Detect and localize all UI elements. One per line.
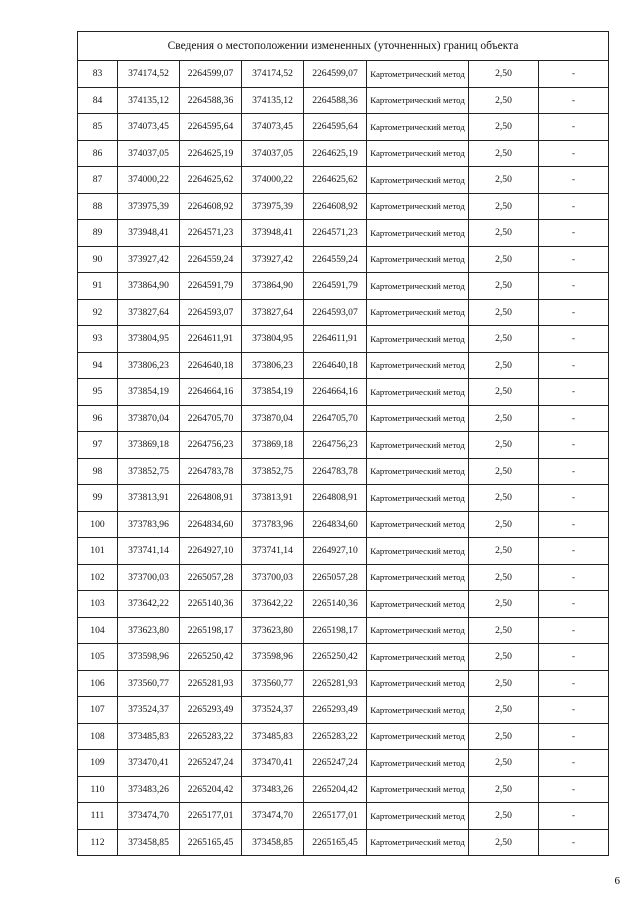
- table-row: [78, 167, 609, 194]
- y-clarified-cell: 2264808,91: [304, 485, 367, 512]
- point-number-cell: 84: [78, 87, 118, 114]
- note-cell: -: [539, 564, 609, 591]
- accuracy-cell: 2,50: [469, 405, 539, 432]
- point-number-cell: 96: [78, 405, 118, 432]
- accuracy-cell: 2,50: [469, 697, 539, 724]
- y-clarified-cell: 2264571,23: [304, 220, 367, 247]
- x-existing-cell: 373470,41: [118, 750, 180, 777]
- x-existing-cell: 373869,18: [118, 432, 180, 459]
- y-existing-cell: 2264756,23: [180, 432, 242, 459]
- table-row: [78, 591, 609, 618]
- table-row: [78, 829, 609, 856]
- y-existing-cell: 2264834,60: [180, 511, 242, 538]
- point-number-cell: 101: [78, 538, 118, 565]
- accuracy-cell: 2,50: [469, 829, 539, 856]
- table-row: [78, 776, 609, 803]
- x-existing-cell: 373806,23: [118, 352, 180, 379]
- note-cell: -: [539, 617, 609, 644]
- x-existing-cell: 373975,39: [118, 193, 180, 220]
- note-cell: -: [539, 193, 609, 220]
- x-clarified-cell: 373560,77: [242, 670, 304, 697]
- y-existing-cell: 2264599,07: [180, 61, 242, 88]
- point-number-cell: 87: [78, 167, 118, 194]
- x-existing-cell: 374037,05: [118, 140, 180, 167]
- accuracy-cell: 2,50: [469, 193, 539, 220]
- accuracy-cell: 2,50: [469, 114, 539, 141]
- accuracy-cell: 2,50: [469, 87, 539, 114]
- x-clarified-cell: 373524,37: [242, 697, 304, 724]
- x-clarified-cell: 373598,96: [242, 644, 304, 671]
- y-clarified-cell: 2264591,79: [304, 273, 367, 300]
- y-existing-cell: 2265198,17: [180, 617, 242, 644]
- method-cell: Картометрический метод: [367, 114, 469, 141]
- x-clarified-cell: 373864,90: [242, 273, 304, 300]
- point-number-cell: 100: [78, 511, 118, 538]
- y-clarified-cell: 2264927,10: [304, 538, 367, 565]
- table-row: [78, 670, 609, 697]
- point-number-cell: 107: [78, 697, 118, 724]
- point-number-cell: 86: [78, 140, 118, 167]
- y-existing-cell: 2264664,16: [180, 379, 242, 406]
- y-clarified-cell: 2264625,62: [304, 167, 367, 194]
- table-row: [78, 379, 609, 406]
- x-existing-cell: 373783,96: [118, 511, 180, 538]
- method-cell: Картометрический метод: [367, 299, 469, 326]
- x-existing-cell: 373854,19: [118, 379, 180, 406]
- note-cell: -: [539, 352, 609, 379]
- x-existing-cell: 373485,83: [118, 723, 180, 750]
- y-clarified-cell: 2264593,07: [304, 299, 367, 326]
- x-existing-cell: 373813,91: [118, 485, 180, 512]
- y-existing-cell: 2264591,79: [180, 273, 242, 300]
- point-number-cell: 89: [78, 220, 118, 247]
- accuracy-cell: 2,50: [469, 458, 539, 485]
- method-cell: Картометрический метод: [367, 140, 469, 167]
- method-cell: Картометрический метод: [367, 87, 469, 114]
- y-existing-cell: 2265293,49: [180, 697, 242, 724]
- x-existing-cell: 373623,80: [118, 617, 180, 644]
- table-row: [78, 723, 609, 750]
- x-existing-cell: 374135,12: [118, 87, 180, 114]
- method-cell: Картометрический метод: [367, 61, 469, 88]
- y-clarified-cell: 2264599,07: [304, 61, 367, 88]
- x-existing-cell: 373741,14: [118, 538, 180, 565]
- point-number-cell: 111: [78, 803, 118, 830]
- x-existing-cell: 373827,64: [118, 299, 180, 326]
- x-existing-cell: 373700,03: [118, 564, 180, 591]
- table-row: [78, 273, 609, 300]
- y-existing-cell: 2265057,28: [180, 564, 242, 591]
- x-clarified-cell: 374037,05: [242, 140, 304, 167]
- coordinates-table: [77, 31, 609, 856]
- y-existing-cell: 2264608,92: [180, 193, 242, 220]
- x-clarified-cell: 373485,83: [242, 723, 304, 750]
- point-number-cell: 99: [78, 485, 118, 512]
- x-clarified-cell: 373474,70: [242, 803, 304, 830]
- table-row: [78, 114, 609, 141]
- method-cell: Картометрический метод: [367, 485, 469, 512]
- page-number: 6: [614, 875, 620, 887]
- y-existing-cell: 2264808,91: [180, 485, 242, 512]
- x-existing-cell: 373864,90: [118, 273, 180, 300]
- table-row: [78, 352, 609, 379]
- y-existing-cell: 2264571,23: [180, 220, 242, 247]
- note-cell: -: [539, 723, 609, 750]
- accuracy-cell: 2,50: [469, 379, 539, 406]
- x-clarified-cell: 373806,23: [242, 352, 304, 379]
- method-cell: Картометрический метод: [367, 776, 469, 803]
- y-existing-cell: 2265250,42: [180, 644, 242, 671]
- y-clarified-cell: 2264559,24: [304, 246, 367, 273]
- x-clarified-cell: 374135,12: [242, 87, 304, 114]
- x-clarified-cell: 374000,22: [242, 167, 304, 194]
- note-cell: -: [539, 803, 609, 830]
- point-number-cell: 95: [78, 379, 118, 406]
- y-clarified-cell: 2264783,78: [304, 458, 367, 485]
- x-existing-cell: 373927,42: [118, 246, 180, 273]
- x-existing-cell: 373852,75: [118, 458, 180, 485]
- accuracy-cell: 2,50: [469, 61, 539, 88]
- table-row: [78, 644, 609, 671]
- note-cell: -: [539, 776, 609, 803]
- y-clarified-cell: 2265293,49: [304, 697, 367, 724]
- point-number-cell: 97: [78, 432, 118, 459]
- accuracy-cell: 2,50: [469, 352, 539, 379]
- table-row: [78, 432, 609, 459]
- x-existing-cell: 373598,96: [118, 644, 180, 671]
- note-cell: -: [539, 485, 609, 512]
- method-cell: Картометрический метод: [367, 697, 469, 724]
- accuracy-cell: 2,50: [469, 299, 539, 326]
- table-row: [78, 538, 609, 565]
- accuracy-cell: 2,50: [469, 538, 539, 565]
- point-number-cell: 88: [78, 193, 118, 220]
- table-row: [78, 61, 609, 88]
- point-number-cell: 83: [78, 61, 118, 88]
- method-cell: Картометрический метод: [367, 617, 469, 644]
- point-number-cell: 103: [78, 591, 118, 618]
- method-cell: Картометрический метод: [367, 326, 469, 353]
- table-title: Сведения о местоположении измененных (уточненных) границ объекта: [78, 32, 609, 61]
- accuracy-cell: 2,50: [469, 750, 539, 777]
- y-clarified-cell: 2265140,36: [304, 591, 367, 618]
- point-number-cell: 106: [78, 670, 118, 697]
- x-existing-cell: 373948,41: [118, 220, 180, 247]
- note-cell: -: [539, 644, 609, 671]
- y-clarified-cell: 2264640,18: [304, 352, 367, 379]
- accuracy-cell: 2,50: [469, 326, 539, 353]
- y-clarified-cell: 2264705,70: [304, 405, 367, 432]
- x-clarified-cell: 373783,96: [242, 511, 304, 538]
- method-cell: Картометрический метод: [367, 670, 469, 697]
- accuracy-cell: 2,50: [469, 723, 539, 750]
- table-row: [78, 750, 609, 777]
- note-cell: -: [539, 829, 609, 856]
- y-existing-cell: 2264625,62: [180, 167, 242, 194]
- y-clarified-cell: 2264608,92: [304, 193, 367, 220]
- method-cell: Картометрический метод: [367, 829, 469, 856]
- method-cell: Картометрический метод: [367, 458, 469, 485]
- y-clarified-cell: 2265177,01: [304, 803, 367, 830]
- y-existing-cell: 2264705,70: [180, 405, 242, 432]
- method-cell: Картометрический метод: [367, 220, 469, 247]
- note-cell: -: [539, 379, 609, 406]
- table-row: [78, 220, 609, 247]
- point-number-cell: 109: [78, 750, 118, 777]
- method-cell: Картометрический метод: [367, 564, 469, 591]
- note-cell: -: [539, 326, 609, 353]
- accuracy-cell: 2,50: [469, 485, 539, 512]
- x-existing-cell: 373560,77: [118, 670, 180, 697]
- point-number-cell: 110: [78, 776, 118, 803]
- x-clarified-cell: 373470,41: [242, 750, 304, 777]
- y-existing-cell: 2264595,64: [180, 114, 242, 141]
- y-clarified-cell: 2265250,42: [304, 644, 367, 671]
- x-clarified-cell: 373741,14: [242, 538, 304, 565]
- note-cell: -: [539, 140, 609, 167]
- method-cell: Картометрический метод: [367, 379, 469, 406]
- y-existing-cell: 2264640,18: [180, 352, 242, 379]
- point-number-cell: 112: [78, 829, 118, 856]
- note-cell: -: [539, 697, 609, 724]
- accuracy-cell: 2,50: [469, 140, 539, 167]
- accuracy-cell: 2,50: [469, 564, 539, 591]
- x-existing-cell: 374174,52: [118, 61, 180, 88]
- table-row: [78, 485, 609, 512]
- accuracy-cell: 2,50: [469, 776, 539, 803]
- note-cell: -: [539, 87, 609, 114]
- note-cell: -: [539, 167, 609, 194]
- x-existing-cell: 373642,22: [118, 591, 180, 618]
- x-clarified-cell: 374174,52: [242, 61, 304, 88]
- x-existing-cell: 373870,04: [118, 405, 180, 432]
- method-cell: Картометрический метод: [367, 167, 469, 194]
- accuracy-cell: 2,50: [469, 432, 539, 459]
- note-cell: -: [539, 591, 609, 618]
- table-body: [78, 61, 609, 856]
- y-existing-cell: 2265140,36: [180, 591, 242, 618]
- y-clarified-cell: 2264611,91: [304, 326, 367, 353]
- note-cell: -: [539, 273, 609, 300]
- method-cell: Картометрический метод: [367, 591, 469, 618]
- x-existing-cell: 373458,85: [118, 829, 180, 856]
- y-clarified-cell: 2264834,60: [304, 511, 367, 538]
- y-existing-cell: 2265283,22: [180, 723, 242, 750]
- note-cell: -: [539, 670, 609, 697]
- y-clarified-cell: 2265283,22: [304, 723, 367, 750]
- method-cell: Картометрический метод: [367, 723, 469, 750]
- accuracy-cell: 2,50: [469, 670, 539, 697]
- table-row: [78, 697, 609, 724]
- table-row: [78, 193, 609, 220]
- note-cell: -: [539, 458, 609, 485]
- accuracy-cell: 2,50: [469, 644, 539, 671]
- y-clarified-cell: 2264756,23: [304, 432, 367, 459]
- x-clarified-cell: 373623,80: [242, 617, 304, 644]
- y-existing-cell: 2264611,91: [180, 326, 242, 353]
- method-cell: Картометрический метод: [367, 246, 469, 273]
- table-header-row: [78, 32, 609, 61]
- note-cell: -: [539, 511, 609, 538]
- method-cell: Картометрический метод: [367, 352, 469, 379]
- x-existing-cell: 373474,70: [118, 803, 180, 830]
- y-clarified-cell: 2264664,16: [304, 379, 367, 406]
- x-existing-cell: 374000,22: [118, 167, 180, 194]
- y-clarified-cell: 2264588,36: [304, 87, 367, 114]
- point-number-cell: 98: [78, 458, 118, 485]
- note-cell: -: [539, 246, 609, 273]
- point-number-cell: 91: [78, 273, 118, 300]
- point-number-cell: 104: [78, 617, 118, 644]
- y-existing-cell: 2265247,24: [180, 750, 242, 777]
- accuracy-cell: 2,50: [469, 803, 539, 830]
- table-row: [78, 458, 609, 485]
- point-number-cell: 92: [78, 299, 118, 326]
- accuracy-cell: 2,50: [469, 246, 539, 273]
- table-row: [78, 617, 609, 644]
- y-clarified-cell: 2264595,64: [304, 114, 367, 141]
- method-cell: Картометрический метод: [367, 273, 469, 300]
- table-row: [78, 511, 609, 538]
- method-cell: Картометрический метод: [367, 405, 469, 432]
- y-existing-cell: 2264593,07: [180, 299, 242, 326]
- y-existing-cell: 2265165,45: [180, 829, 242, 856]
- x-existing-cell: 373804,95: [118, 326, 180, 353]
- x-clarified-cell: 374073,45: [242, 114, 304, 141]
- x-clarified-cell: 373869,18: [242, 432, 304, 459]
- y-clarified-cell: 2264625,19: [304, 140, 367, 167]
- y-existing-cell: 2265281,93: [180, 670, 242, 697]
- accuracy-cell: 2,50: [469, 273, 539, 300]
- x-clarified-cell: 373927,42: [242, 246, 304, 273]
- table-row: [78, 405, 609, 432]
- note-cell: -: [539, 299, 609, 326]
- point-number-cell: 93: [78, 326, 118, 353]
- table-row: [78, 326, 609, 353]
- table-row: [78, 564, 609, 591]
- accuracy-cell: 2,50: [469, 511, 539, 538]
- x-clarified-cell: 373804,95: [242, 326, 304, 353]
- point-number-cell: 102: [78, 564, 118, 591]
- point-number-cell: 108: [78, 723, 118, 750]
- point-number-cell: 105: [78, 644, 118, 671]
- y-clarified-cell: 2265198,17: [304, 617, 367, 644]
- x-clarified-cell: 373483,26: [242, 776, 304, 803]
- point-number-cell: 85: [78, 114, 118, 141]
- accuracy-cell: 2,50: [469, 591, 539, 618]
- table-row: [78, 87, 609, 114]
- accuracy-cell: 2,50: [469, 617, 539, 644]
- y-existing-cell: 2264588,36: [180, 87, 242, 114]
- note-cell: -: [539, 405, 609, 432]
- note-cell: -: [539, 61, 609, 88]
- method-cell: Картометрический метод: [367, 803, 469, 830]
- method-cell: Картометрический метод: [367, 750, 469, 777]
- method-cell: Картометрический метод: [367, 538, 469, 565]
- x-clarified-cell: 373854,19: [242, 379, 304, 406]
- y-existing-cell: 2264783,78: [180, 458, 242, 485]
- table-row: [78, 246, 609, 273]
- x-clarified-cell: 373827,64: [242, 299, 304, 326]
- x-clarified-cell: 373948,41: [242, 220, 304, 247]
- table-row: [78, 299, 609, 326]
- y-clarified-cell: 2265247,24: [304, 750, 367, 777]
- x-clarified-cell: 373700,03: [242, 564, 304, 591]
- x-existing-cell: 373483,26: [118, 776, 180, 803]
- note-cell: -: [539, 114, 609, 141]
- x-clarified-cell: 373852,75: [242, 458, 304, 485]
- accuracy-cell: 2,50: [469, 220, 539, 247]
- y-existing-cell: 2265177,01: [180, 803, 242, 830]
- method-cell: Картометрический метод: [367, 644, 469, 671]
- point-number-cell: 90: [78, 246, 118, 273]
- point-number-cell: 94: [78, 352, 118, 379]
- y-existing-cell: 2264927,10: [180, 538, 242, 565]
- y-clarified-cell: 2265165,45: [304, 829, 367, 856]
- y-existing-cell: 2264559,24: [180, 246, 242, 273]
- table-row: [78, 803, 609, 830]
- y-clarified-cell: 2265057,28: [304, 564, 367, 591]
- x-existing-cell: 374073,45: [118, 114, 180, 141]
- accuracy-cell: 2,50: [469, 167, 539, 194]
- y-clarified-cell: 2265204,42: [304, 776, 367, 803]
- y-existing-cell: 2265204,42: [180, 776, 242, 803]
- x-clarified-cell: 373870,04: [242, 405, 304, 432]
- y-clarified-cell: 2265281,93: [304, 670, 367, 697]
- x-clarified-cell: 373813,91: [242, 485, 304, 512]
- method-cell: Картометрический метод: [367, 432, 469, 459]
- note-cell: -: [539, 432, 609, 459]
- y-existing-cell: 2264625,19: [180, 140, 242, 167]
- note-cell: -: [539, 750, 609, 777]
- x-existing-cell: 373524,37: [118, 697, 180, 724]
- x-clarified-cell: 373975,39: [242, 193, 304, 220]
- x-clarified-cell: 373642,22: [242, 591, 304, 618]
- method-cell: Картометрический метод: [367, 511, 469, 538]
- x-clarified-cell: 373458,85: [242, 829, 304, 856]
- note-cell: -: [539, 220, 609, 247]
- table-row: [78, 140, 609, 167]
- note-cell: -: [539, 538, 609, 565]
- method-cell: Картометрический метод: [367, 193, 469, 220]
